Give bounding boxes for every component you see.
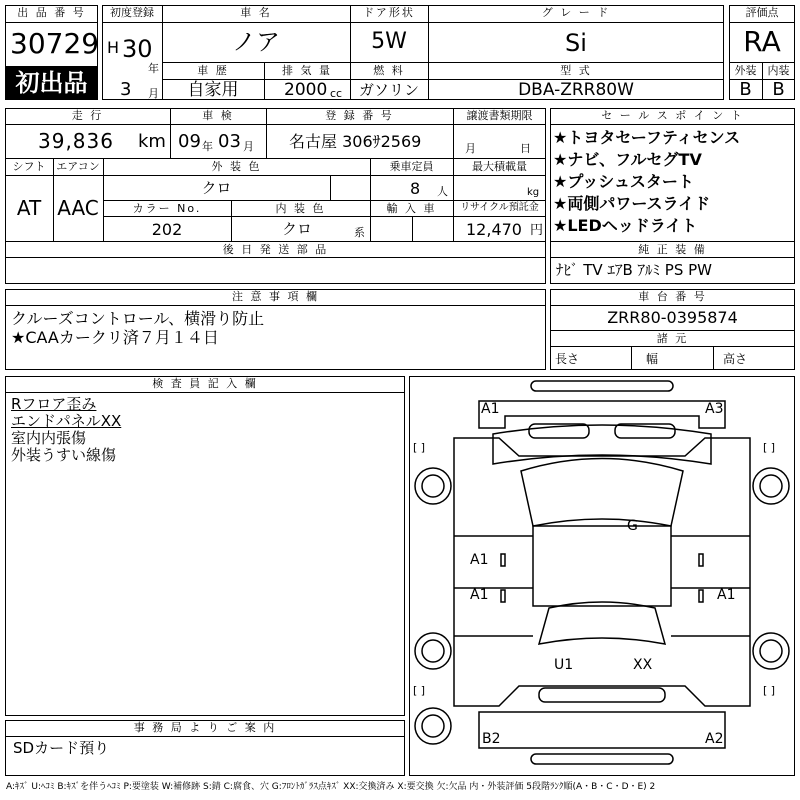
mileage: 39,836 (38, 129, 114, 153)
inspector-line: 外装うすい線傷 (11, 446, 117, 464)
legend: A:ｷｽﾞ U:ﾍｺﾐ B:ｷｽﾞを伴うﾍｺﾐ P:要塗装 W:補修跡 S:錆 C:腐食、穴 G:ﾌﾛﾝﾄｶﾞﾗｽ点ｷｽﾞ XX:交換済み X:要交換 欠:欠品 内・外装評価 5段階ﾗﾝｸ順(A・B・C・D・E) 2 (6, 782, 656, 792)
door-label: ドア形状 (363, 6, 415, 19)
first-listing-badge: 初出品 (6, 67, 97, 99)
color-no: 202 (151, 220, 183, 239)
capacity-unit: 人 (437, 185, 448, 198)
sales-point-item: ★両側パワースライド (553, 194, 711, 213)
insp-month-unit: 月 (243, 140, 254, 153)
sales-point-item: ★LEDヘッドライト (553, 216, 698, 235)
sales-points-label: セ ー ル ス ポ イ ン ト (601, 109, 744, 122)
insp-month: 03 (218, 131, 241, 152)
inspector-label: 検 査 員 記 入 欄 (152, 377, 258, 390)
length-label: 長さ (555, 352, 580, 366)
color-label: 外 装 色 (211, 160, 262, 173)
overall-score: RA (743, 25, 781, 58)
color-no-label: カラー No. (132, 202, 202, 215)
fuel-label: 燃 料 (373, 64, 405, 77)
damage-mark: A2 (705, 731, 724, 747)
cc-unit: cc (330, 87, 343, 100)
later-parts-label: 後 日 発 送 部 品 (222, 243, 329, 256)
office-label: 事 務 局 よ り ご 案 内 (133, 721, 277, 734)
load-label: 最大積載量 (472, 160, 527, 173)
notes-label: 注 意 事 項 欄 (232, 290, 319, 303)
model-code: DBA-ZRR80W (518, 80, 634, 100)
int-color-label: 内 装 色 (275, 202, 326, 215)
sales-point-item: ★ナビ、フルセグTV (553, 150, 702, 169)
capacity-label: 乗車定員 (389, 160, 434, 173)
displacement-label: 排 気 量 (282, 64, 332, 77)
ext-score: B (739, 79, 752, 100)
notes-line: ★CAAカークリ済７月１４日 (11, 328, 219, 347)
history: 自家用 (187, 80, 239, 100)
sales-point-item: ★プッシュスタート (553, 172, 694, 191)
km-unit: km (138, 131, 166, 152)
damage-mark: G (627, 518, 638, 534)
bracket-mark: [ ] (763, 441, 776, 454)
capacity: 8 (410, 179, 421, 198)
year-unit: 年 (148, 62, 159, 75)
dims-label: 諸 元 (656, 332, 689, 345)
plate-label: 登 録 番 号 (325, 109, 394, 122)
yen-unit: 円 (530, 223, 544, 238)
bracket-mark: [ ] (413, 441, 426, 454)
load-unit: kg (527, 187, 540, 198)
ext-label: 外装 (734, 64, 757, 77)
month-unit: 月 (148, 87, 159, 100)
inspection-label: 車 検 (202, 109, 234, 122)
damage-mark: A1 (717, 587, 736, 603)
inspector-line: Rフロア歪み (11, 395, 97, 413)
inspector-line: 室内内張傷 (11, 429, 87, 447)
interior-color: クロ (282, 220, 313, 238)
chassis-label: 車 台 番 号 (638, 290, 707, 303)
chassis-number: ZRR80-0395874 (607, 308, 738, 327)
notes-line: クルーズコントロール、横滑り防止 (11, 309, 265, 328)
import-label: 輸 入 車 (386, 202, 437, 215)
sales-point-item: ★トヨタセーフティセンス (553, 128, 741, 147)
damage-mark: A1 (481, 401, 500, 417)
recycle-fee: 12,470 (466, 220, 522, 239)
damage-mark: A1 (470, 587, 489, 603)
width-label: 幅 (646, 352, 659, 366)
int-label: 内装 (767, 64, 790, 77)
transfer-label: 譲渡書類期限 (466, 109, 533, 122)
ac: AAC (57, 196, 99, 220)
score-label: 評価点 (745, 6, 779, 19)
damage-mark: XX (633, 657, 653, 673)
damage-mark: A1 (470, 552, 489, 568)
lot-label: 出 品 番 号 (17, 6, 86, 19)
reg-month: 3 (120, 79, 132, 100)
bracket-mark: [ ] (763, 684, 776, 697)
equipment-list: ﾅﾋﾞ TV ｴｱB ｱﾙﾐ PS PW (556, 261, 712, 279)
reg-year: 30 (122, 35, 153, 63)
plate-number: 名古屋 306ｻ2569 (289, 132, 422, 151)
fuel: ガソリン (358, 81, 419, 99)
inspector-line: エンドパネルXX (11, 412, 122, 430)
damage-mark: B2 (482, 731, 501, 747)
history-label: 車 歴 (197, 64, 229, 77)
reg-label: 初度登録 (110, 6, 154, 19)
car-name: ノア (232, 28, 280, 56)
office-note: SDカード預り (13, 739, 110, 757)
door-type: 5W (371, 29, 407, 54)
grade: Si (565, 29, 587, 57)
mileage-label: 走 行 (71, 109, 104, 122)
era: H (107, 38, 120, 57)
shift: AT (16, 196, 42, 220)
lot-number: 30729 (10, 27, 100, 60)
damage-mark: U1 (554, 657, 574, 673)
height-label: 高さ (723, 352, 748, 366)
damage-mark: A3 (705, 401, 724, 417)
model-label: 型 式 (560, 64, 592, 77)
car-name-label: 車 名 (240, 6, 272, 19)
int-color-unit: 系 (354, 226, 365, 239)
bracket-mark: [ ] (413, 684, 426, 697)
recycle-label: リサイクル預託金 (460, 202, 539, 213)
ac-label: エアコン (56, 160, 100, 173)
transfer-day: 日 (520, 142, 531, 155)
exterior-color: クロ (201, 179, 232, 197)
equipment-label: 純 正 装 備 (638, 243, 707, 256)
int-score: B (772, 79, 785, 100)
transfer-month: 月 (465, 142, 476, 155)
shift-label: シフト (12, 160, 46, 173)
displacement: 2000 (284, 80, 328, 100)
grade-label: グ レ ー ド (541, 6, 611, 19)
car-diagram (409, 376, 795, 776)
insp-year-unit: 年 (202, 140, 213, 153)
insp-year: 09 (178, 131, 201, 152)
